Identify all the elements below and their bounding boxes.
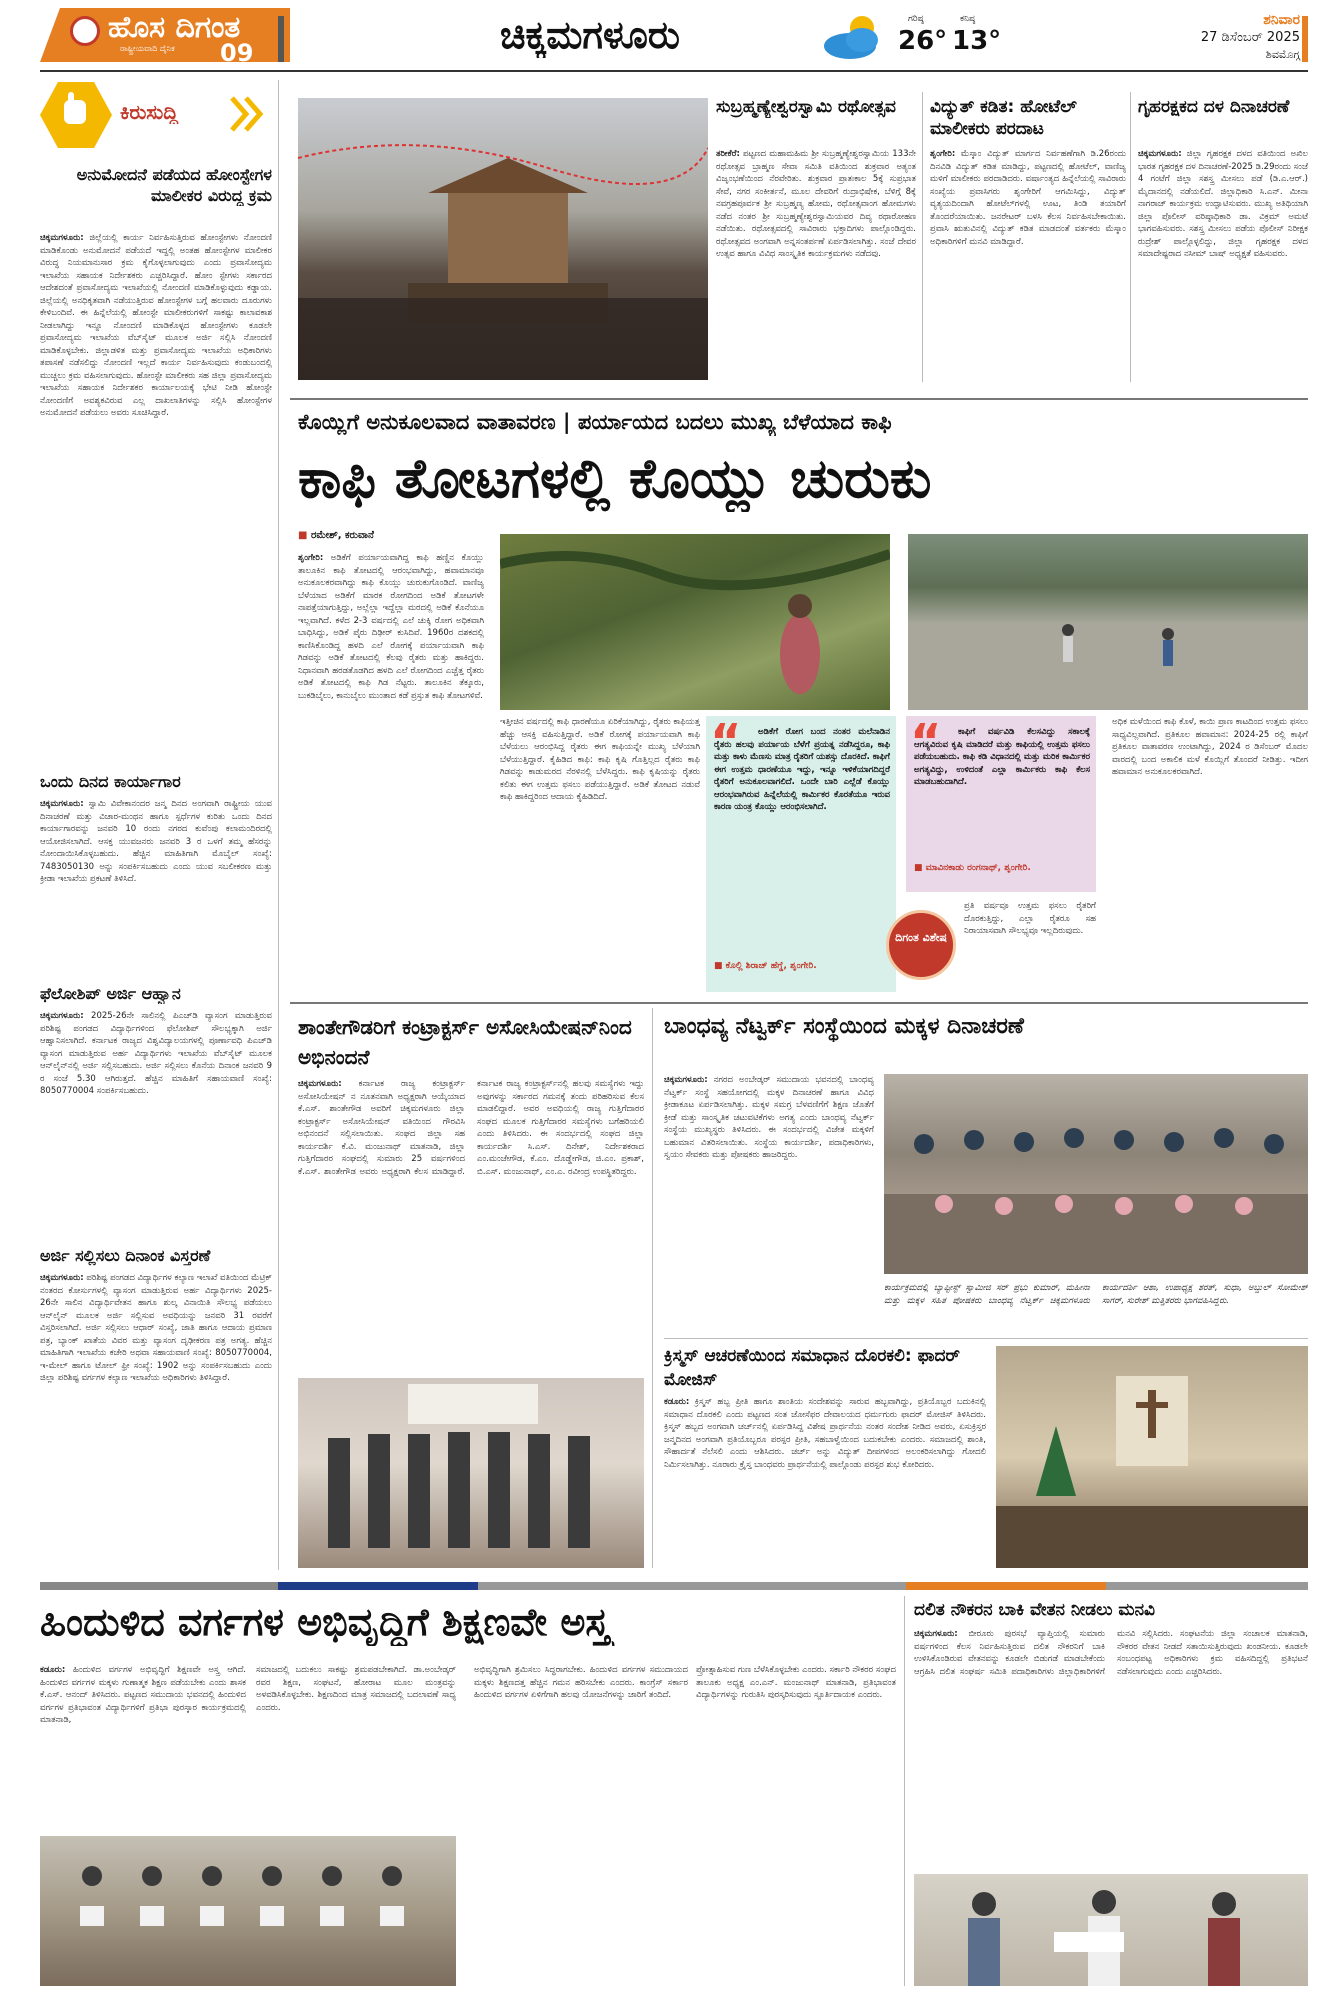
bottom-col4: ಪ್ರೋತ್ಸಾಹಿಸುವ ಗುಣ ಬೆಳೆಸಿಕೊಳ್ಳಬೇಕು ಎಂದರು. ಸರ್ಕಾರಿ ನೌಕರರ ಸಂಘದ ತಾಲೂಕು ಅಧ್ಯಕ್ಷ ಎಂ.ಎನ್. ಮಂಜುನಾಥ್ ಮಾತನಾಡಿ, ಪ್ರತಿಭಾವಂತ ವಿದ್ಯಾರ್ಥಿಗಳನ್ನು ಗುರುತಿಸಿ ಪುರಸ್ಕರಿಸುವುದು ಸ್ಪೂರ್ತಿದಾಯಕ ಎಂದರು.	[696, 1665, 896, 1700]
column-divider	[652, 1008, 653, 1568]
pull-quote-text: ಅಡಿಕೆಗೆ ರೋಗ ಬಂದ ನಂತರ ಮಲೆನಾಡಿನ ರೈತರು ಹಲವು ಪರ್ಯಾಯ ಬೆಳೆಗೆ ಪ್ರಯತ್ನ ನಡೆಸಿದ್ದರೂ, ಕಾಫಿ ಮತ್ತು ಕಾಳು ಮೆಣಸು ಮಾತ್ರ ರೈತರಿಗೆ ಯಶಸ್ಸು ದೊರಕಿದೆ. ಕಾಫಿಗೆ ಈಗ ಉತ್ತಮ ಧಾರಣೆಯೂ ಇದ್ದು, ಇನ್ನೂ ಇಳಿಕೆಯಾಗದಿದ್ದರೆ ರೈತರಿಗೆ ಅನುಕೂಲವಾಗಲಿದೆ. ಒಂದೇ ಬಾರಿ ಎಲ್ಲೆಡೆ ಕೊಯ್ಲು ಆರಂಭವಾಗಿರುವ ಹಿನ್ನೆಲೆಯಲ್ಲಿ ಕಾರ್ಮಿಕರ ಕೊರತೆಯೂ ಇರುವ ಕಾರಣ ಯಂತ್ರ ಕೊಯ್ಲು ಆರಂಭಿಸಲಾಗಿದೆ.	[714, 727, 890, 812]
lead-byline: ■ ರಮೇಶ್, ಕರುವಾನೆ	[298, 530, 374, 541]
temp-max: 26°	[898, 26, 948, 56]
sidebar	[40, 80, 272, 1580]
bottom-bar-orange	[906, 1582, 1106, 1590]
story-title: ಸುಬ್ರಹ್ಮಣ್ಯೇಶ್ವರಸ್ವಾಮಿ ರಥೋತ್ಸವ	[716, 97, 896, 117]
story-body: ಚಿಕ್ಕಮಗಳೂರು: ಬೀರೂರು ಪುರಸಭೆ ವ್ಯಾಪ್ತಿಯಲ್ಲಿ ಸುಮಾರು ವರ್ಷಗಳಿಂದ ಕೆಲಸ ನಿರ್ವಹಿಸುತ್ತಿರುವ ದಲಿತ ನೌಕರನಿಗೆ ಬಾಕಿ ಉಳಿಸಿಕೊಂಡಿರುವ ವೇತನವನ್ನು ಕೂಡಲೇ ಬಿಡುಗಡೆ ಮಾಡಬೇಕೆಂದು ಆಗ್ರಹಿಸಿ ದಲಿತ ಸಂಘರ್ಷ ಸಮಿತಿ ಪದಾಧಿಕಾರಿಗಳು ಜಿಲ್ಲಾಧಿಕಾರಿಗಳಿಗೆ ಮನವಿ ಸಲ್ಲಿಸಿದರು. ಸಂಘಟನೆಯ ಜಿಲ್ಲಾ ಸಂಚಾಲಕ ಮಾತನಾಡಿ, ನೌಕರರ ವೇತನ ನೀಡದೆ ಸತಾಯಿಸುತ್ತಿರುವುದು ಖಂಡನೀಯ. ಕೂಡಲೇ ಸಂಬಂಧಪಟ್ಟ ಅಧಿಕಾರಿಗಳು ಕ್ರಮ ವಹಿಸದಿದ್ದಲ್ಲಿ ಪ್ರತಿಭಟನೆ ನಡೆಸಲಾಗುವುದು ಎಂದು ಎಚ್ಚರಿಸಿದರು.	[914, 1629, 1308, 1677]
photo-coffee-pickers	[500, 534, 890, 710]
sidebar-item-title: ಅನುಮೋದನೆ ಪಡೆಯದ ಹೋಂಸ್ಟೇಗಳ ಮಾಲೀಕರ ವಿರುದ್ಧ ಕ್ರಮ	[76, 165, 272, 205]
masthead-edge-bar	[1302, 16, 1308, 62]
sidebar-item-title: ಒಂದು ದಿನದ ಕಾರ್ಯಾಗಾರ	[40, 772, 181, 791]
logo-emblem-icon	[70, 16, 100, 46]
section-rule	[290, 398, 1308, 400]
pull-quote-2	[906, 716, 1096, 892]
bottom-bar-navy	[278, 1582, 478, 1590]
sidebar-logo-arrows-icon	[230, 96, 270, 132]
masthead-brand: ಹೊಸ ದಿಗಂತ	[108, 10, 241, 45]
section-rule	[290, 1002, 1308, 1004]
story-title: ಶಾಂತೇಗೌಡರಿಗೆ ಕಂಟ್ರಾಕ್ಟರ್ಸ್ ಅಸೋಸಿಯೇಷನ್‌ನಿಂದ ಅಭಿನಂದನೆ	[298, 1015, 632, 1069]
sidebar-item-title: ಫೆಲೋಶಿಪ್ ಅರ್ಜಿ ಆಹ್ವಾನ	[40, 984, 181, 1003]
lead-col3: ಪ್ರತಿ ವರ್ಷವೂ ಉತ್ತಮ ಫಸಲು ರೈತರಿಗೆ ದೊರಕುತ್ತಿದ್ದು, ಎಲ್ಲಾ ರೈತರೂ ಸಹ ನಿರಾಯಾಸವಾಗಿ ಸೌಲಭ್ಯವೂ ಇಲ್ಲದಿರುವುದು.	[964, 901, 1096, 936]
story-body: ಕಡೂರು: ಕ್ರಿಸ್ಮಸ್ ಹಬ್ಬ ಪ್ರೀತಿ ಹಾಗೂ ಶಾಂತಿಯ ಸಂದೇಶವನ್ನು ಸಾರುವ ಹಬ್ಬವಾಗಿದ್ದು, ಪ್ರತಿಯೊಬ್ಬರ ಬದುಕಿನಲ್ಲಿ ಸಮಾಧಾನ ದೊರಕಲಿ ಎಂದು ಪಟ್ಟಣದ ಸಂತ ಜೋಸೆಫರ ದೇವಾಲಯದ ಧರ್ಮಗುರು ಫಾದರ್ ಮೋಜಿಸ್ ತಿಳಿಸಿದರು. ಕ್ರಿಸ್ಮಸ್ ಹಬ್ಬದ ಅಂಗವಾಗಿ ಚರ್ಚ್‌ನಲ್ಲಿ ಏರ್ಪಡಿಸಿದ್ದ ವಿಶೇಷ ಪ್ರಾರ್ಥನೆಯ ನಂತರ ಸಂದೇಶ ನೀಡಿದ ಅವರು, ಏಸುಕ್ರಿಸ್ತರ ಜನ್ಮದಿನದ ಅಂಗವಾಗಿ ಪ್ರತಿಯೊಬ್ಬರೂ ಪರಸ್ಪರ ಪ್ರೀತಿ, ಸಹಬಾಳ್ವೆಯಿಂದ ಬದುಕಬೇಕು ಎಂದರು. ಸಮಾಜದಲ್ಲಿ ಶಾಂತಿ, ಸೌಹಾರ್ದತೆ ನೆಲೆಸಲಿ ಎಂದು ಆಶಿಸಿದರು. ಚರ್ಚ್ ಅನ್ನು ವಿದ್ಯುತ್ ದೀಪಗಳಿಂದ ಅಲಂಕರಿಸಲಾಗಿದ್ದು ಗೋದಲಿ ನಿರ್ಮಿಸಲಾಗಿತ್ತು. ನೂರಾರು ಕ್ರೈಸ್ತ ಬಾಂಧವರು ಪ್ರಾರ್ಥನೆಯಲ್ಲಿ ಪಾಲ್ಗೊಂಡು ಪರಸ್ಪರ ಶುಭ ಕೋರಿದರು.	[664, 1397, 986, 1470]
lead-headline: ಕಾಫಿ ತೋಟಗಳಲ್ಲಿ ಕೊಯ್ಲು ಚುರುಕು	[298, 447, 932, 510]
photo-rathotsava	[298, 98, 708, 380]
masthead	[30, 8, 1308, 66]
pull-quote-byline: ■ ಮಾವಿನಕಾಡು ರಂಗನಾಥ್, ಶೃಂಗೇರಿ.	[914, 863, 1031, 873]
photo-coffee-drying	[908, 534, 1308, 710]
temp-max-label: ಗರಿಷ್ಠ	[908, 14, 924, 24]
sidebar-logo-hand-icon	[40, 80, 112, 150]
column-divider	[904, 1596, 905, 1986]
pull-quote-1	[706, 716, 896, 992]
sidebar-logo-text: ಕಿರುಸುದ್ದಿ	[120, 100, 179, 124]
day: ಶನಿವಾರ	[1263, 12, 1300, 28]
byline-marker-icon: ■	[914, 863, 926, 873]
lead-col4: ಅಧಿಕ ಮಳೆಯಿಂದ ಕಾಫಿ ಕೊಳೆ, ಕಾಯಿ ಪ್ರಾಣ ಕಾಟದಿಂದ ಉತ್ತಮ ಫಸಲು ಸಾಧ್ಯವಿಲ್ಲವಾಗಿದೆ. ಪ್ರತಿಕೂಲ ಹವಾಮಾನ: 2024-25 ರಲ್ಲಿ ಕಾಫಿಗೆ ಪ್ರತಿಕೂಲ ವಾತಾವರಣ ಉಂಟಾಗಿದ್ದು, 2024 ರ ಡಿಸೆಂಬರ್ ಮೊದಲ ವಾರದಲ್ಲಿ ಬಂದ ಅಕಾಲಿಕ ಮಳೆ ಕೊಯ್ಲಿಗೆ ತೊಂದರೆ ನೀಡಿತ್ತು. ಇದೀಗ ಹವಾಮಾನ ಅನುಕೂಲಕರವಾಗಿದೆ.	[1112, 717, 1308, 777]
photo-church-christmas	[996, 1346, 1308, 1568]
quote-mark-icon: “	[910, 714, 942, 770]
masthead-rule	[40, 70, 1308, 72]
column-divider	[1130, 92, 1131, 382]
sidebar-item-title: ಅರ್ಜಿ ಸಲ್ಲಿಸಲು ದಿನಾಂಕ ವಿಸ್ತರಣೆ	[40, 1246, 211, 1265]
badge-text: ದಿಗಂತ ವಿಶೇಷ	[895, 931, 947, 944]
story-title: ಕ್ರಿಸ್ಮಸ್ ಆಚರಣೆಯಿಂದ ಸಮಾಧಾನ ದೊರಕಲಿ: ಫಾದರ್ ಮೋಜಿಸ್	[664, 1346, 960, 1390]
lead-kicker: ಕೊಯ್ಲಿಗೆ ಅನುಕೂಲವಾದ ವಾತಾವರಣ | ಪರ್ಯಾಯದ ಬದಲು ಮುಖ್ಯ ಬೆಳೆಯಾದ ಕಾಫಿ	[298, 410, 892, 434]
bottom-col2: ಸಮಾಜದಲ್ಲಿ ಬದುಕಲು ಸಾಕಷ್ಟು ಶ್ರಮಪಡಬೇಕಾಗಿದೆ. ಡಾ.ಅಂಬೇಡ್ಕರ್ ರವರ ಶಿಕ್ಷಣ, ಸಂಘಟನೆ, ಹೋರಾಟ ಮೂಲ ಮಂತ್ರವನ್ನು ಅಳವಡಿಸಿಕೊಳ್ಳಬೇಕು. ಶಿಕ್ಷಣದಿಂದ ಮಾತ್ರ ಸಮಾಜದಲ್ಲಿ ಬದಲಾವಣೆ ಸಾಧ್ಯ ಎಂದರು.	[256, 1665, 456, 1713]
edition: ಶಿವಮೊಗ್ಗ	[1265, 48, 1300, 61]
sidebar-divider	[278, 80, 279, 1570]
pull-quote-text: ಕಾಫಿಗೆ ವರ್ಷವಿಡಿ ಕೆಲಸವಿದ್ದು ಸಕಾಲಕ್ಕೆ ಆಗತ್ಯವಿರುವ ಕೃಷಿ ಮಾಡಿದರೆ ಮತ್ತು ಕಾಫಿಯಲ್ಲಿ ಉತ್ತಮ ಫಸಲು ಪಡೆಯಬಹುದು. ಕಾಫಿ ಕಡಿ ವಿಧಾನದಲ್ಲಿ ಮತ್ತು ಮರಿಕ ಕಾರ್ಮಿಕರ ಅಗತ್ಯವಿದ್ದು, ಉಳಿದಂತೆ ಎಲ್ಲಾ ಕಾರ್ಮಿಕರು ಕಾಫಿ ಕೆಲಸ ಮಾಡಬಹುದಾಗಿದೆ.	[914, 727, 1090, 787]
bottom-bar-gray2	[478, 1582, 906, 1590]
photo-students-award	[40, 1836, 456, 1986]
byline-marker-icon: ■	[714, 961, 726, 971]
story-title: ವಿದ್ಯುತ್ ಕಡಿತ: ಹೋಟೆಲ್ ಮಾಲೀಕರು ಪರದಾಟ	[930, 97, 1077, 139]
story-title: ದಲಿತ ನೌಕರನ ಬಾಕಿ ವೇತನ ನೀಡಲು ಮನವಿ	[914, 1600, 1155, 1620]
sidebar-item-body: ಚಿಕ್ಕಮಗಳೂರು: ಜಿಲ್ಲೆಯಲ್ಲಿ ಕಾರ್ಯ ನಿರ್ವಹಿಸುತ್ತಿರುವ ಹೋಂಸ್ಟೇಗಳು ನೋಂದಣಿ ಮಾಡಿಕೊಂಡು ಅನುಮೋದನೆ ಪಡೆಯದೆ ಇದ್ದಲ್ಲಿ ಅಂತಹ ಹೋಂಸ್ಟೇಗಳ ಮಾಲೀಕರ ವಿರುದ್ಧ ನಿಯಮಾನುಸಾರ ಕ್ರಮ ಕೈಗೊಳ್ಳಲಾಗುವುದು ಎಂದು ಪ್ರವಾಸೋದ್ಯಮ ಇಲಾಖೆಯ ಸಹಾಯಕ ನಿರ್ದೇಶಕರು ಎಚ್ಚರಿಸಿದ್ದಾರೆ. ಹೋಂ ಸ್ಟೇಗಳು ಸರ್ಕಾರದ ಆದೇಶದಂತೆ ಪ್ರವಾಸೋದ್ಯಮ ಇಲಾಖೆಯಲ್ಲಿ ನೋಂದಣಿ ಮಾಡಿಕೊಳ್ಳುವುದು ಕಡ್ಡಾಯ. ಜಿಲ್ಲೆಯಲ್ಲಿ ಅನಧಿಕೃತವಾಗಿ ನಡೆಯುತ್ತಿರುವ ಹೋಂಸ್ಟೇಗಳ ಬಗ್ಗೆ ಹಲವಾರು ದೂರುಗಳು ಕೇಳಿಬಂದಿವೆ. ಈ ಹಿನ್ನೆಲೆಯಲ್ಲಿ ಹೋಂಸ್ಟೇ ಮಾಲೀಕರುಗಳಿಗೆ ಸಾಕಷ್ಟು ಕಾಲಾವಕಾಶ ನೀಡಲಾಗಿದ್ದು ಇನ್ನೂ ನೋಂದಣಿ ಮಾಡಿಕೊಳ್ಳದ ಹೋಂಸ್ಟೇಗಳು ಕೂಡಲೇ ಪ್ರವಾಸೋದ್ಯಮ ಇಲಾಖೆಯ ವೆಬ್‌ಸೈಟ್ ಮೂಲಕ ಅರ್ಜಿ ಸಲ್ಲಿಸಿ ನೋಂದಣಿ ಮಾಡಿಕೊಳ್ಳಬೇಕು. ಜಿಲ್ಲಾಡಳಿತ ಮತ್ತು ಪ್ರವಾಸೋದ್ಯಮ ಇಲಾಖೆಯ ಅಧಿಕಾರಿಗಳು ತಪಾಸಣೆ ನಡೆಸಲಿದ್ದು ನೋಂದಣಿ ಇಲ್ಲದೆ ಕಾರ್ಯ ನಿರ್ವಹಿಸುವುದು ಕಂಡುಬಂದಲ್ಲಿ ಮುಚ್ಚಲು ಕ್ರಮ ವಹಿಸಲಾಗುವುದು. ಹೋಂಸ್ಟೇ ಮಾಲೀಕರು ಸಹ ಜಿಲ್ಲಾ ಪ್ರವಾಸೋದ್ಯಮ ಇಲಾಖೆಯ ಸಹಾಯಕ ನಿರ್ದೇಶಕರ ಕಾರ್ಯಾಲಯಕ್ಕೆ ಭೇಟಿ ನೀಡಿ ಹೋಂಸ್ಟೇ ನೋಂದಣಿಗೆ ಅವಶ್ಯಕವಿರುವ ಎಲ್ಲ ದಾಖಲಾತಿಗಳನ್ನು ಸಲ್ಲಿಸಿ ಹೋಂಸ್ಟೇಗಳ ಅನುಮೋದನೆ ಪಡೆಯಲು ಅವರು ಸೂಚಿಸಿದ್ದಾರೆ.	[40, 233, 272, 418]
photo-memorandum	[914, 1874, 1308, 1986]
city-title: ಚಿಕ್ಕಮಗಳೂರು	[500, 13, 681, 57]
photo-caption: ಕಾರ್ಯಕ್ರಮದಲ್ಲಿ ಬ್ಯಾಪ್ಟೀಸ್ಟ್ ಸ್ವಾಮೀಜಿ ಸರ್ ಪ್ರಭು ಕುಮಾರ್, ಮಹೀನಾ ಮತ್ತು ಮಕ್ಕಳ ಸಹಿತ ಪೋಷಕರು ಬಾಂಧವ್ಯ ನೆಟ್ವರ್ಕ್ ಚಿಕ್ಕಮಗಳೂರು ಕಾರ್ಯದರ್ಶಿ ಆಶಾ, ಉಪಾಧ್ಯಕ್ಷ ಶರತ್, ಸುಧಾ, ಅಬ್ದುಲ್ ಸೋಮೇಶ್ ಸಾಗರ್, ಸುರೇಶ್ ಮತ್ತಿತರರು ಭಾಗವಹಿಸಿದ್ದರು.	[884, 1283, 1308, 1306]
quote-mark-icon: “	[710, 714, 742, 770]
date: 27 ಡಿಸೆಂಬರ್ 2025	[1200, 30, 1300, 45]
bottom-bar-gray3	[1106, 1582, 1308, 1590]
photo-childrens-day-group	[884, 1074, 1308, 1274]
page-number: 09	[220, 40, 254, 66]
column-divider	[922, 92, 923, 382]
story-body: ತರೀಕೆರೆ: ಪಟ್ಟಣದ ಮಹಾಮಹಿಮ ಶ್ರೀ ಸುಬ್ರಹ್ಮಣ್ಯೇಶ್ವರಸ್ವಾಮಿಯ 133ನೇ ರಥೋತ್ಸವ ಬ್ರಾಹ್ಮಣ ಸೇವಾ ಸಮಿತಿ ವತಿಯಿಂದ ಶುಕ್ರವಾರ ಅತ್ಯಂತ ವಿಜೃಂಭಣೆಯಿಂದ ನೆರವೇರಿತು. ಶುಕ್ರವಾರ ಪ್ರಾತಃಕಾಲ 5ಕ್ಕೆ ಸುಪ್ರಭಾತ ಸೇವೆ, ನಗರ ಸಂಕೀರ್ತನೆ, ಮೂಲ ದೇವರಿಗೆ ರುದ್ರಾಭಿಷೇಕ, ಬೆಳಿಗ್ಗೆ 8ಕ್ಕೆ ನವಗ್ರಹಪೂರ್ವಕ ಶ್ರೀ ಸುಬ್ರಹ್ಮಣ್ಯ ಹೋಮ, ರಥೋತ್ಸವಾಂಗ ಹೋಮಗಳು ನಡೆದ ನಂತರ ಶ್ರೀ ಸುಬ್ರಹ್ಮಣ್ಯೇಶ್ವರಸ್ವಾಮಿಯವರ ದಿವ್ಯ ರಥಾರೋಹಣ ನಡೆಯಿತು. ರಥೋತ್ಸವದಲ್ಲಿ ಸಾವಿರಾರು ಭಕ್ತಾದಿಗಳು ಪಾಲ್ಗೊಂಡಿದ್ದರು. ರಥೋತ್ಸವದ ಅಂಗವಾಗಿ ಅನ್ನಸಂತರ್ಪಣೆ ಏರ್ಪಡಿಸಲಾಗಿತ್ತು. ಸಂಜೆ ದೇವರ ಉತ್ಸವ ಹಾಗೂ ವಿವಿಧ ಸಾಂಸ್ಕೃತಿಕ ಕಾರ್ಯಕ್ರಮಗಳು ನಡೆದವು.	[716, 149, 916, 259]
lead-col2: ಇತ್ತೀಚಿನ ವರ್ಷದಲ್ಲಿ ಕಾಫಿ ಧಾರಣೆಯೂ ಏರಿಕೆಯಾಗಿದ್ದು, ರೈತರು ಕಾಫಿಯತ್ತ ಹೆಚ್ಚು ಆಸಕ್ತಿ ವಹಿಸುತ್ತಿದ್ದಾರೆ. ಅಡಿಕೆ ರೋಗಕ್ಕೆ ಪರ್ಯಾಯವಾಗಿ ಕಾಫಿ ಬೆಳೆಯಲು ಆರಂಭಿಸಿದ್ದ ರೈತರು ಈಗ ಕಾಫಿಯನ್ನೇ ಮುಖ್ಯ ಬೆಳೆಯಾಗಿ ಬೆಳೆಯುತ್ತಿದ್ದಾರೆ. ಕೈಹಿಡಿದ ಕಾಫಿ: ಕಾಫಿ ಕೃಷಿ ಗೊತ್ತಿಲ್ಲದ ರೈತರು ಕಾಫಿ ಗಿಡವನ್ನು ಕಾಡುಮರದ ನೆರಳಿನಲ್ಲಿ ಬೆಳೆಸಿದ್ದರು. ಕಾಫಿ ಕೃಷಿಯನ್ನು ರೈತರು ಕಲಿತು ಈಗ ಉತ್ತಮ ಫಸಲು ಪಡೆಯುತ್ತಿದ್ದಾರೆ. ಅಡಿಕೆ ತೋಟದ ನಡುವೆ ಕಾಫಿ ಹಾಕಿದ್ದರಿಂದ ಆದಾಯ ಕೈಹಿಡಿದಿದೆ.	[500, 717, 700, 802]
story-title: ಬಾಂಧವ್ಯ ನೆಟ್ವರ್ಕ್ ಸಂಸ್ಥೆಯಿಂದ ಮಕ್ಕಳ ದಿನಾಚರಣೆ	[664, 1014, 1024, 1039]
lead-col1: ಶೃಂಗೇರಿ: ಅಡಿಕೆಗೆ ಪರ್ಯಾಯವಾಗಿದ್ದ ಕಾಫಿ ಹಣ್ಣಿನ ಕೊಯ್ಲು ತಾಲೂಕಿನ ಕಾಫಿ ತೋಟದಲ್ಲಿ ಆರಂಭವಾಗಿದ್ದು, ಹವಾಮಾನವೂ ಅನುಕೂಲಕರವಾಗಿದ್ದು ಕಾಫಿ ಕೊಯ್ಲು ಚುರುಕುಗೊಂಡಿದೆ. ವಾಣಿಜ್ಯ ಬೆಳೆಯಾದ ಅಡಿಕೆಗೆ ಮಾರಕ ರೋಗದಿಂದ ಅಡಿಕೆ ತೋಟಗಳೇ ನಾಪತ್ತೆಯಾಗುತ್ತಿದ್ದು, ಅಲ್ಲೆಲ್ಲಾ ಇದ್ದೆಲ್ಲಾ ಮರದಲ್ಲಿ ಅಡಿಕೆ ಕೊನೆಯೂ ಇಲ್ಲವಾಗಿದೆ. ಕಳೆದ 2-3 ವರ್ಷದಲ್ಲಿ ಎಲೆ ಚುಕ್ಕಿ ರೋಗ ಅಧಿಕವಾಗಿ ಬಾಧಿಸಿದ್ದು, ಅಡಿಕೆ ಪೈರು ದಿಢೀರ್ ಕುಸಿದಿವೆ. 1960ರ ದಶಕದಲ್ಲಿ ಕಾಣಿಸಿಕೊಂಡಿದ್ದ ಹಳದಿ ಎಲೆ ರೋಗಕ್ಕೆ ಪರ್ಯಾಯವಾಗಿ ಕಾಫಿ ಗಿಡವನ್ನು ಅಡಿಕೆ ತೋಟದಲ್ಲಿ ಕೆಲವು ರೈತರು ಮತ್ತು ಹಾಕಿದ್ದರು. ನಿಧಾನವಾಗಿ ಹರಡತೊಡಗಿದ ಹಳದಿ ಎಲೆ ರೋಗದಿಂದ ಎಚ್ಚೆತ್ತ ರೈತರು ಅಡಿಕೆ ತೋಟದಲ್ಲಿ ಕಾಫಿ ಗಿಡ ನೆಟ್ಟರು. ತಾಲೂಕಿನ ತೆಕ್ಕೂರು, ಬುಕಡಿಬೈಲು, ಕಾನುಬೈಲು ಮುಂತಾದ ಕಡೆ ಪ್ರಸ್ತುತ ಕಾಫಿ ತೋಟಗಳಿವೆ.	[298, 553, 484, 701]
story-body: ಚಿಕ್ಕಮಗಳೂರು: ನಗರದ ಅಂಬೇಡ್ಕರ್ ಸಮುದಾಯ ಭವನದಲ್ಲಿ ಬಾಂಧವ್ಯ ನೆಟ್ವರ್ಕ್ ಸಂಸ್ಥೆ ಸಹಯೋಗದಲ್ಲಿ ಮಕ್ಕಳ ದಿನಾಚರಣೆ ಹಾಗೂ ವಿವಿಧ ಕ್ರೀಡಾಕೂಟ ಏರ್ಪಡಿಸಲಾಗಿತ್ತು. ಮಕ್ಕಳ ಸಮಗ್ರ ಬೆಳವಣಿಗೆಗೆ ಶಿಕ್ಷಣ ಜೊತೆಗೆ ಕ್ರೀಡೆ ಮತ್ತು ಸಾಂಸ್ಕೃತಿಕ ಚಟುವಟಿಕೆಗಳು ಅಗತ್ಯ ಎಂದು ಬಾಂಧವ್ಯ ನೆಟ್ವರ್ಕ್ ಸಂಸ್ಥೆಯ ಮುಖ್ಯಸ್ಥರು ತಿಳಿಸಿದರು. ಈ ಸಂದರ್ಭದಲ್ಲಿ ವಿಜೇತ ಮಕ್ಕಳಿಗೆ ಬಹುಮಾನ ವಿತರಿಸಲಾಯಿತು. ಸಂಸ್ಥೆಯ ಕಾರ್ಯದರ್ಶಿ, ಪದಾಧಿಕಾರಿಗಳು, ಸ್ವಯಂ ಸೇವಕರು ಮತ್ತು ಪೋಷಕರು ಹಾಜರಿದ್ದರು.	[664, 1075, 874, 1160]
temp-min-label: ಕನಿಷ್ಠ	[960, 14, 976, 24]
photo-contractors-felicitation	[298, 1378, 644, 1568]
masthead-divider	[278, 16, 284, 62]
sidebar-item-body: ಚಿಕ್ಕಮಗಳೂರು: ಪರಿಶಿಷ್ಟ ಪಂಗಡದ ವಿದ್ಯಾರ್ಥಿಗಳ ಕಲ್ಯಾಣ ಇಲಾಖೆ ವತಿಯಿಂದ ಮೆಟ್ರಿಕ್ ನಂತರದ ಕೋರ್ಸುಗಳಲ್ಲಿ ವ್ಯಾಸಂಗ ಮಾಡುತ್ತಿರುವ ಅರ್ಹ ವಿದ್ಯಾರ್ಥಿಗಳು 2025-26ನೇ ಸಾಲಿನ ವಿದ್ಯಾರ್ಥಿವೇತನ ಹಾಗೂ ಶುಲ್ಕ ವಿನಾಯಿತಿ ಸೌಲಭ್ಯ ಪಡೆಯಲು ಆನ್‌ಲೈನ್ ಮೂಲಕ ಅರ್ಜಿ ಸಲ್ಲಿಸುವ ಅವಧಿಯನ್ನು ಜನವರಿ 31 ರವರೆಗೆ ವಿಸ್ತರಿಸಲಾಗಿದೆ. ಅರ್ಜಿ ಸಲ್ಲಿಸಲು ಆಧಾರ್ ಸಂಖ್ಯೆ, ಜಾತಿ ಹಾಗೂ ಆದಾಯ ಪ್ರಮಾಣ ಪತ್ರ, ಬ್ಯಾಂಕ್ ಖಾತೆಯ ವಿವರ ಮತ್ತು ವ್ಯಾಸಂಗ ದೃಢೀಕರಣ ಪತ್ರ ಅಗತ್ಯ. ಹೆಚ್ಚಿನ ಮಾಹಿತಿಗಾಗಿ ಇಲಾಖೆಯ ಕಚೇರಿ ಅಥವಾ ಸಹಾಯವಾಣಿ ಸಂಖ್ಯೆ: 8050770004, ಇ-ಮೇಲ್ ಹಾಗೂ ಟೋಲ್ ಫ್ರೀ ಸಂಖ್ಯೆ: 1902 ಅನ್ನು ಸಂಪರ್ಕಿಸಬಹುದು ಎಂದು ಜಿಲ್ಲಾ ಪರಿಶಿಷ್ಟ ವರ್ಗಗಳ ಕಲ್ಯಾಣ ಇಲಾಖೆಯ ಅಧಿಕಾರಿಗಳು ತಿಳಿಸಿದ್ದಾರೆ.	[40, 1273, 272, 1383]
bottom-bar-gray	[40, 1582, 278, 1590]
sidebar-item-body: ಚಿಕ್ಕಮಗಳೂರು: ಸ್ವಾಮಿ ವಿವೇಕಾನಂದರ ಜನ್ಮ ದಿನದ ಅಂಗವಾಗಿ ರಾಷ್ಟ್ರೀಯ ಯುವ ದಿನಾಚರಣೆ ಮತ್ತು ವಿಚಾರ-ಮಂಥನ ಹಾಗೂ ಸ್ಪರ್ಧೆಗಳ ಕುರಿತು ಒಂದು ದಿನದ ಕಾರ್ಯಾಗಾರವನ್ನು ಜನವರಿ 10 ರಂದು ನಗರದ ಕುವೆಂಪು ಕಲಾಮಂದಿರದಲ್ಲಿ ಆಯೋಜಿಸಲಾಗಿದೆ. ಆಸಕ್ತ ಯುವಜನರು ಜನವರಿ 3 ರ ಒಳಗೆ ತಮ್ಮ ಹೆಸರನ್ನು ನೋಂದಾಯಿಸಿಕೊಳ್ಳಬಹುದು. ಹೆಚ್ಚಿನ ಮಾಹಿತಿಗಾಗಿ ಮೊಬೈಲ್ ಸಂಖ್ಯೆ: 7483050130 ಅನ್ನು ಸಂಪರ್ಕಿಸಬಹುದು ಎಂದು ಯುವ ಸಬಲೀಕರಣ ಮತ್ತು ಕ್ರೀಡಾ ಇಲಾಖೆಯ ಪ್ರಕಟಣೆ ತಿಳಿಸಿದೆ.	[40, 799, 272, 884]
section-rule	[664, 1338, 1308, 1339]
story-body: ಶೃಂಗೇರಿ: ಮೆಸ್ಕಾಂ ವಿದ್ಯುತ್ ಮಾರ್ಗದ ನಿರ್ವಹಣೆಗಾಗಿ ಡಿ.26ರಂದು ದಿನವಿಡಿ ವಿದ್ಯುತ್ ಕಡಿತ ಮಾಡಿದ್ದು, ಪಟ್ಟಣದಲ್ಲಿ ಹೋಟೆಲ್, ವಾಣಿಜ್ಯ ಮಳಿಗೆ ಮಾಲೀಕರು ಪರದಾಡಿದರು. ವರ್ಷಾಂತ್ಯದ ಹಿನ್ನೆಲೆಯಲ್ಲಿ ಸಾವಿರಾರು ಸಂಖ್ಯೆಯ ಪ್ರವಾಸಿಗರು ಶೃಂಗೇರಿಗೆ ಆಗಮಿಸಿದ್ದು, ವಿದ್ಯುತ್ ವ್ಯತ್ಯಯದಿಂದಾಗಿ ಹೋಟೆಲ್‌ಗಳಲ್ಲಿ ಊಟ, ತಿಂಡಿ ತಯಾರಿಗೆ ತೊಂದರೆಯಾಯಿತು. ಜನರೇಟರ್ ಬಳಸಿ ಕೆಲಸ ನಿರ್ವಹಿಸಬೇಕಾಯಿತು. ಪ್ರವಾಸಿ ಋತುವಿನಲ್ಲಿ ವಿದ್ಯುತ್ ಕಡಿತ ಮಾಡದಂತೆ ವರ್ತಕರು ಮೆಸ್ಕಾಂ ಅಧಿಕಾರಿಗಳಿಗೆ ಮನವಿ ಮಾಡಿದ್ದಾರೆ.	[930, 149, 1126, 247]
pull-quote-byline: ■ ಕೊಲ್ಲಿ ಶಿರಾಜ್ ಹೆಗ್ಡೆ, ಶೃಂಗೇರಿ.	[714, 961, 817, 971]
story-body: ಚಿಕ್ಕಮಗಳೂರು: ಕರ್ನಾಟಕ ರಾಜ್ಯ ಕಂಟ್ರಾಕ್ಟರ್ಸ್ ಅಸೋಸಿಯೇಷನ್ ನ ನೂತನವಾಗಿ ಅಧ್ಯಕ್ಷರಾಗಿ ಆಯ್ಕೆಯಾದ ಕೆ.ಎಸ್. ಶಾಂತೇಗೌಡ ಅವರಿಗೆ ಚಿಕ್ಕಮಗಳೂರು ಜಿಲ್ಲಾ ಕಂಟ್ರಾಕ್ಟರ್ಸ್ ಅಸೋಸಿಯೇಷನ್ ವತಿಯಿಂದ ಗೌರವಿಸಿ ಅಭಿನಂದನೆ ಸಲ್ಲಿಸಲಾಯಿತು. ಸಂಘದ ಜಿಲ್ಲಾ ಸಹ ಕಾರ್ಯದರ್ಶಿ ಕೆ.ವಿ. ಮಂಜುನಾಥ್ ಮಾತನಾಡಿ, ಜಿಲ್ಲಾ ಗುತ್ತಿಗೆದಾರರ ಸಂಘದಲ್ಲಿ ಸುಮಾರು 25 ವರ್ಷಗಳಿಂದ ಕೆ.ಎಸ್. ಶಾಂತೇಗೌಡ ಅವರು ಅಧ್ಯಕ್ಷರಾಗಿ ಕೆಲಸ ಮಾಡಿದ್ದಾರೆ. ಕರ್ನಾಟಕ ರಾಜ್ಯ ಕಂಟ್ರಾಕ್ಟರ್ಸ್‌ನಲ್ಲಿ ಹಲವು ಸಮಸ್ಯೆಗಳು ಇದ್ದು ಅವುಗಳನ್ನು ಸರ್ಕಾರದ ಗಮನಕ್ಕೆ ತಂದು ಪರಿಹರಿಸುವ ಕೆಲಸ ಮಾಡಲಿದ್ದಾರೆ. ಅವರ ಅವಧಿಯಲ್ಲಿ ರಾಜ್ಯ ಗುತ್ತಿಗೆದಾರರ ಸಂಘದ ಮೂಲಕ ಗುತ್ತಿಗೆದಾರರ ಸಮಸ್ಯೆಗಳು ಬಗೆಹರಿಯಲಿ ಎಂದು ತಿಳಿಸಿದರು. ಈ ಸಂದರ್ಭದಲ್ಲಿ ಸಂಘದ ಜಿಲ್ಲಾ ಕಾರ್ಯದರ್ಶಿ ಸಿ.ಎಸ್. ದಿನೇಶ್, ನಿರ್ದೇಶಕರಾದ ಎಂ.ಮಂಜೇಗೌಡ, ಕೆ.ಎಂ. ದೊಡ್ಡೇಗೌಡ, ಜಿ.ಎಂ. ಪ್ರಕಾಶ್, ಬಿ.ಎಸ್. ಮಂಜುನಾಥ್, ಎಂ.ಎ. ರವೀಂದ್ರ ಉಪಸ್ಥಿತರಿದ್ದರು.	[298, 1079, 644, 1177]
digantha-vishesha-badge	[886, 910, 956, 980]
weather-icon	[820, 12, 890, 62]
story-body: ಚಿಕ್ಕಮಗಳೂರು: ಜಿಲ್ಲಾ ಗೃಹರಕ್ಷಕ ದಳದ ವತಿಯಿಂದ ಅಖಿಲ ಭಾರತ ಗೃಹರಕ್ಷಕ ದಳ ದಿನಾಚರಣೆ-2025 ಡಿ.29ರಂದು ಸಂಜೆ 4 ಗಂಟೆಗೆ ಜಿಲ್ಲಾ ಸಶಸ್ತ್ರ ಮೀಸಲು ಪಡೆ (ಡಿ.ಎ.ಆರ್.) ಮೈದಾನದಲ್ಲಿ ನಡೆಯಲಿದೆ. ಜಿಲ್ಲಾಧಿಕಾರಿ ಸಿ.ಎನ್. ಮೀನಾ ನಾಗರಾಜ್ ಕಾರ್ಯಕ್ರಮ ಉದ್ಘಾಟಿಸುವರು. ಮುಖ್ಯ ಅತಿಥಿಯಾಗಿ ಜಿಲ್ಲಾ ಪೊಲೀಸ್ ವರಿಷ್ಠಾಧಿಕಾರಿ ಡಾ. ವಿಕ್ರಮ್ ಅಮಟೆ ಭಾಗವಹಿಸುವರು. ಸಶಸ್ತ್ರ ಮೀಸಲು ಪಡೆಯ ಪೊಲೀಸ್ ನಿರೀಕ್ಷಕ ರುದ್ರೇಶ್ ಪಾಲ್ಗೊಳ್ಳಲಿದ್ದು, ಜಿಲ್ಲಾ ಗೃಹರಕ್ಷಕ ದಳದ ಸಮಾದೇಷ್ಟರಾದ ನಸೀಮ್ ಬಾಷ್ ಅಧ್ಯಕ್ಷತೆ ವಹಿಸುವರು.	[1138, 149, 1308, 259]
bottom-col3: ಅಭಿವೃದ್ಧಿಗಾಗಿ ಶ್ರಮಿಸಲು ಸಿದ್ಧರಾಗಬೇಕು. ಹಿಂದುಳಿದ ವರ್ಗಗಳ ಸಮುದಾಯದ ಮಕ್ಕಳು ಶಿಕ್ಷಣದತ್ತ ಹೆಚ್ಚಿನ ಗಮನ ಹರಿಸಬೇಕು ಎಂದರು. ಕಾಂಗ್ರೆಸ್ ಸರ್ಕಾರ ಹಿಂದುಳಿದ ವರ್ಗಗಳ ಏಳಿಗೆಗಾಗಿ ಹಲವು ಯೋಜನೆಗಳನ್ನು ಜಾರಿಗೆ ತಂದಿದೆ.	[474, 1665, 688, 1700]
bottom-col1: ಕಡೂರು: ಹಿಂದುಳಿದ ವರ್ಗಗಳ ಅಭಿವೃದ್ಧಿಗೆ ಶಿಕ್ಷಣವೇ ಅಸ್ತ್ರ ಆಗಿದೆ. ಹಿಂದುಳಿದ ವರ್ಗಗಳ ಮಕ್ಕಳು ಗುಣಾತ್ಮಕ ಶಿಕ್ಷಣ ಪಡೆಯಬೇಕು ಎಂದು ಶಾಸಕ ಕೆ.ಎಸ್. ಆನಂದ್ ತಿಳಿಸಿದರು. ಪಟ್ಟಣದ ಸಮುದಾಯ ಭವನದಲ್ಲಿ ಹಿಂದುಳಿದ ವರ್ಗಗಳ ಪ್ರತಿಭಾವಂತ ವಿದ್ಯಾರ್ಥಿಗಳಿಗೆ ಪ್ರತಿಭಾ ಪುರಸ್ಕಾರ ಕಾರ್ಯಕ್ರಮದಲ್ಲಿ ಮಾತನಾಡಿ,	[40, 1665, 246, 1725]
temp-min: 13°	[952, 26, 1002, 56]
masthead-tagline: ರಾಷ್ಟ್ರೀಯವಾದಿ ದೈನಿಕ	[120, 44, 175, 53]
bottom-headline: ಹಿಂದುಳಿದ ವರ್ಗಗಳ ಅಭಿವೃದ್ಧಿಗೆ ಶಿಕ್ಷಣವೇ ಅಸ್ತ್ರ	[40, 1600, 610, 1644]
sidebar-item-body: ಚಿಕ್ಕಮಗಳೂರು: 2025-26ನೇ ಸಾಲಿನಲ್ಲಿ ಪಿಎಚ್‌ಡಿ ವ್ಯಾಸಂಗ ಮಾಡುತ್ತಿರುವ ಪರಿಶಿಷ್ಟ ಪಂಗಡದ ವಿದ್ಯಾರ್ಥಿಗಳಿಂದ ಫೆಲೋಶಿಪ್ ಸೌಲಭ್ಯಕ್ಕಾಗಿ ಅರ್ಜಿ ಆಹ್ವಾನಿಸಲಾಗಿದೆ. ಕರ್ನಾಟಕ ರಾಜ್ಯದ ವಿಶ್ವವಿದ್ಯಾಲಯಗಳಲ್ಲಿ ಪೂರ್ಣಾವಧಿ ಪಿಎಚ್‌ಡಿ ವ್ಯಾಸಂಗ ಮಾಡುತ್ತಿರುವ ಅರ್ಹ ವಿದ್ಯಾರ್ಥಿಗಳು ಇಲಾಖೆಯ ವೆಬ್‌ಸೈಟ್ ಮೂಲಕ ಆನ್‌ಲೈನ್‌ನಲ್ಲಿ ಅರ್ಜಿ ಸಲ್ಲಿಸಬಹುದು. ಅರ್ಜಿ ಸಲ್ಲಿಸಲು ಕೊನೆಯ ದಿನಾಂಕ ಜನವರಿ 9 ರ ಸಂಜೆ 5.30 ಆಗಿರುತ್ತದೆ. ಹೆಚ್ಚಿನ ಮಾಹಿತಿಗೆ ಸಹಾಯವಾಣಿ ಸಂಖ್ಯೆ: 8050770004 ಸಂಪರ್ಕಿಸಬಹುದು.	[40, 1011, 272, 1096]
story-title: ಗೃಹರಕ್ಷಕದ ದಳ ದಿನಾಚರಣೆ	[1138, 97, 1290, 117]
byline-marker-icon: ■	[298, 530, 311, 541]
